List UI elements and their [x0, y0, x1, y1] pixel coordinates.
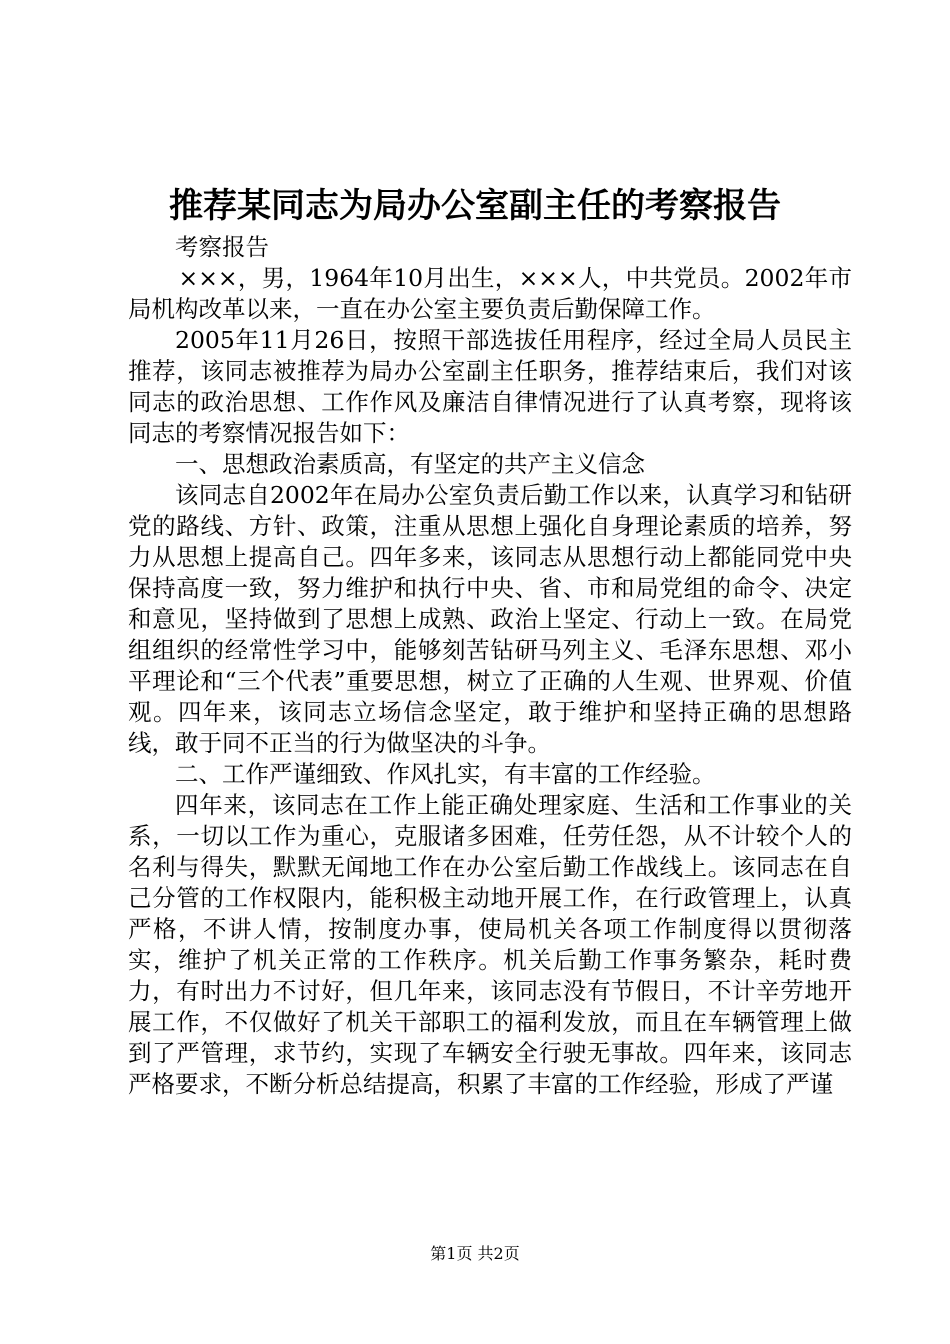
document-body [128, 232, 852, 1100]
paragraph-recommendation: 2005年11月26日，按照干部选拔任用程序，经过全局人员民主推荐，该同志被推荐为局办公室副主任职务，推荐结束后，我们对该同志的政治思想、工作作风及廉洁自律情况进行了认真考察，现将该同志的考察情况报告如下： [128, 326, 852, 447]
paragraph-political: 该同志自2002年在局办公室负责后勤工作以来，认真学习和钻研党的路线、方针、政策，注重从思想上强化自身理论素质的培养，努力从思想上提高自己。四年多来，该同志从思想行动上都能同党中央保持高度一致，努力维护和执行中央、省、市和局党组的命令、决定和意见，坚持做到了思想上成熟、政治上坚定、行动上一致。在局党组组织的经常性学习中，能够刻苦钻研马列主义、毛泽东思想、邓小平理论和“三个代表”重要思想，树立了正确的人生观、世界观、价值观。四年来，该同志立场信念坚定，敢于维护和坚持正确的思想路线，敢于同不正当的行为做坚决的斗争。 [128, 481, 852, 757]
document-title: 推荐某同志为局办公室副主任的考察报告 [169, 186, 781, 226]
section-heading-2: 二、工作严谨细致、作风扎实，有丰富的工作经验。 [175, 760, 716, 788]
page-number: 第1页 [430, 1244, 473, 1263]
section-label: 考察报告 [175, 233, 269, 261]
section-heading-1: 一、思想政治素质高，有坚定的共产主义信念 [175, 450, 645, 478]
page-footer [0, 1244, 950, 1264]
paragraph-work: 四年来，该同志在工作上能正确处理家庭、生活和工作事业的关系，一切以工作为重心，克服诸多困难，任劳任怨，从不计较个人的名利与得失，默默无闻地工作在办公室后勤工作战线上。该同志在自己分管的工作权限内，能积极主动地开展工作，在行政管理上，认真严格，不讲人情，按制度办事，使局机关各项工作制度得以贯彻落实，维护了机关正常的工作秩序。机关后勤工作事务繁杂，耗时费力，有时出力不讨好，但几年来，该同志没有节假日，不计辛劳地开展工作，不仅做好了机关干部职工的福利发放，而且在车辆管理上做到了严管理，求节约，实现了车辆安全行驶无事故。四年来，该同志严格要求，不断分析总结提高，积累了丰富的工作经验，形成了严谨 [128, 791, 852, 1098]
page-total: 共2页 [477, 1244, 520, 1263]
paragraph-intro: ×××，男，1964年10月出生，×××人，中共党员。2002年市局机构改革以来，一直在办公室主要负责后勤保障工作。 [128, 264, 852, 323]
